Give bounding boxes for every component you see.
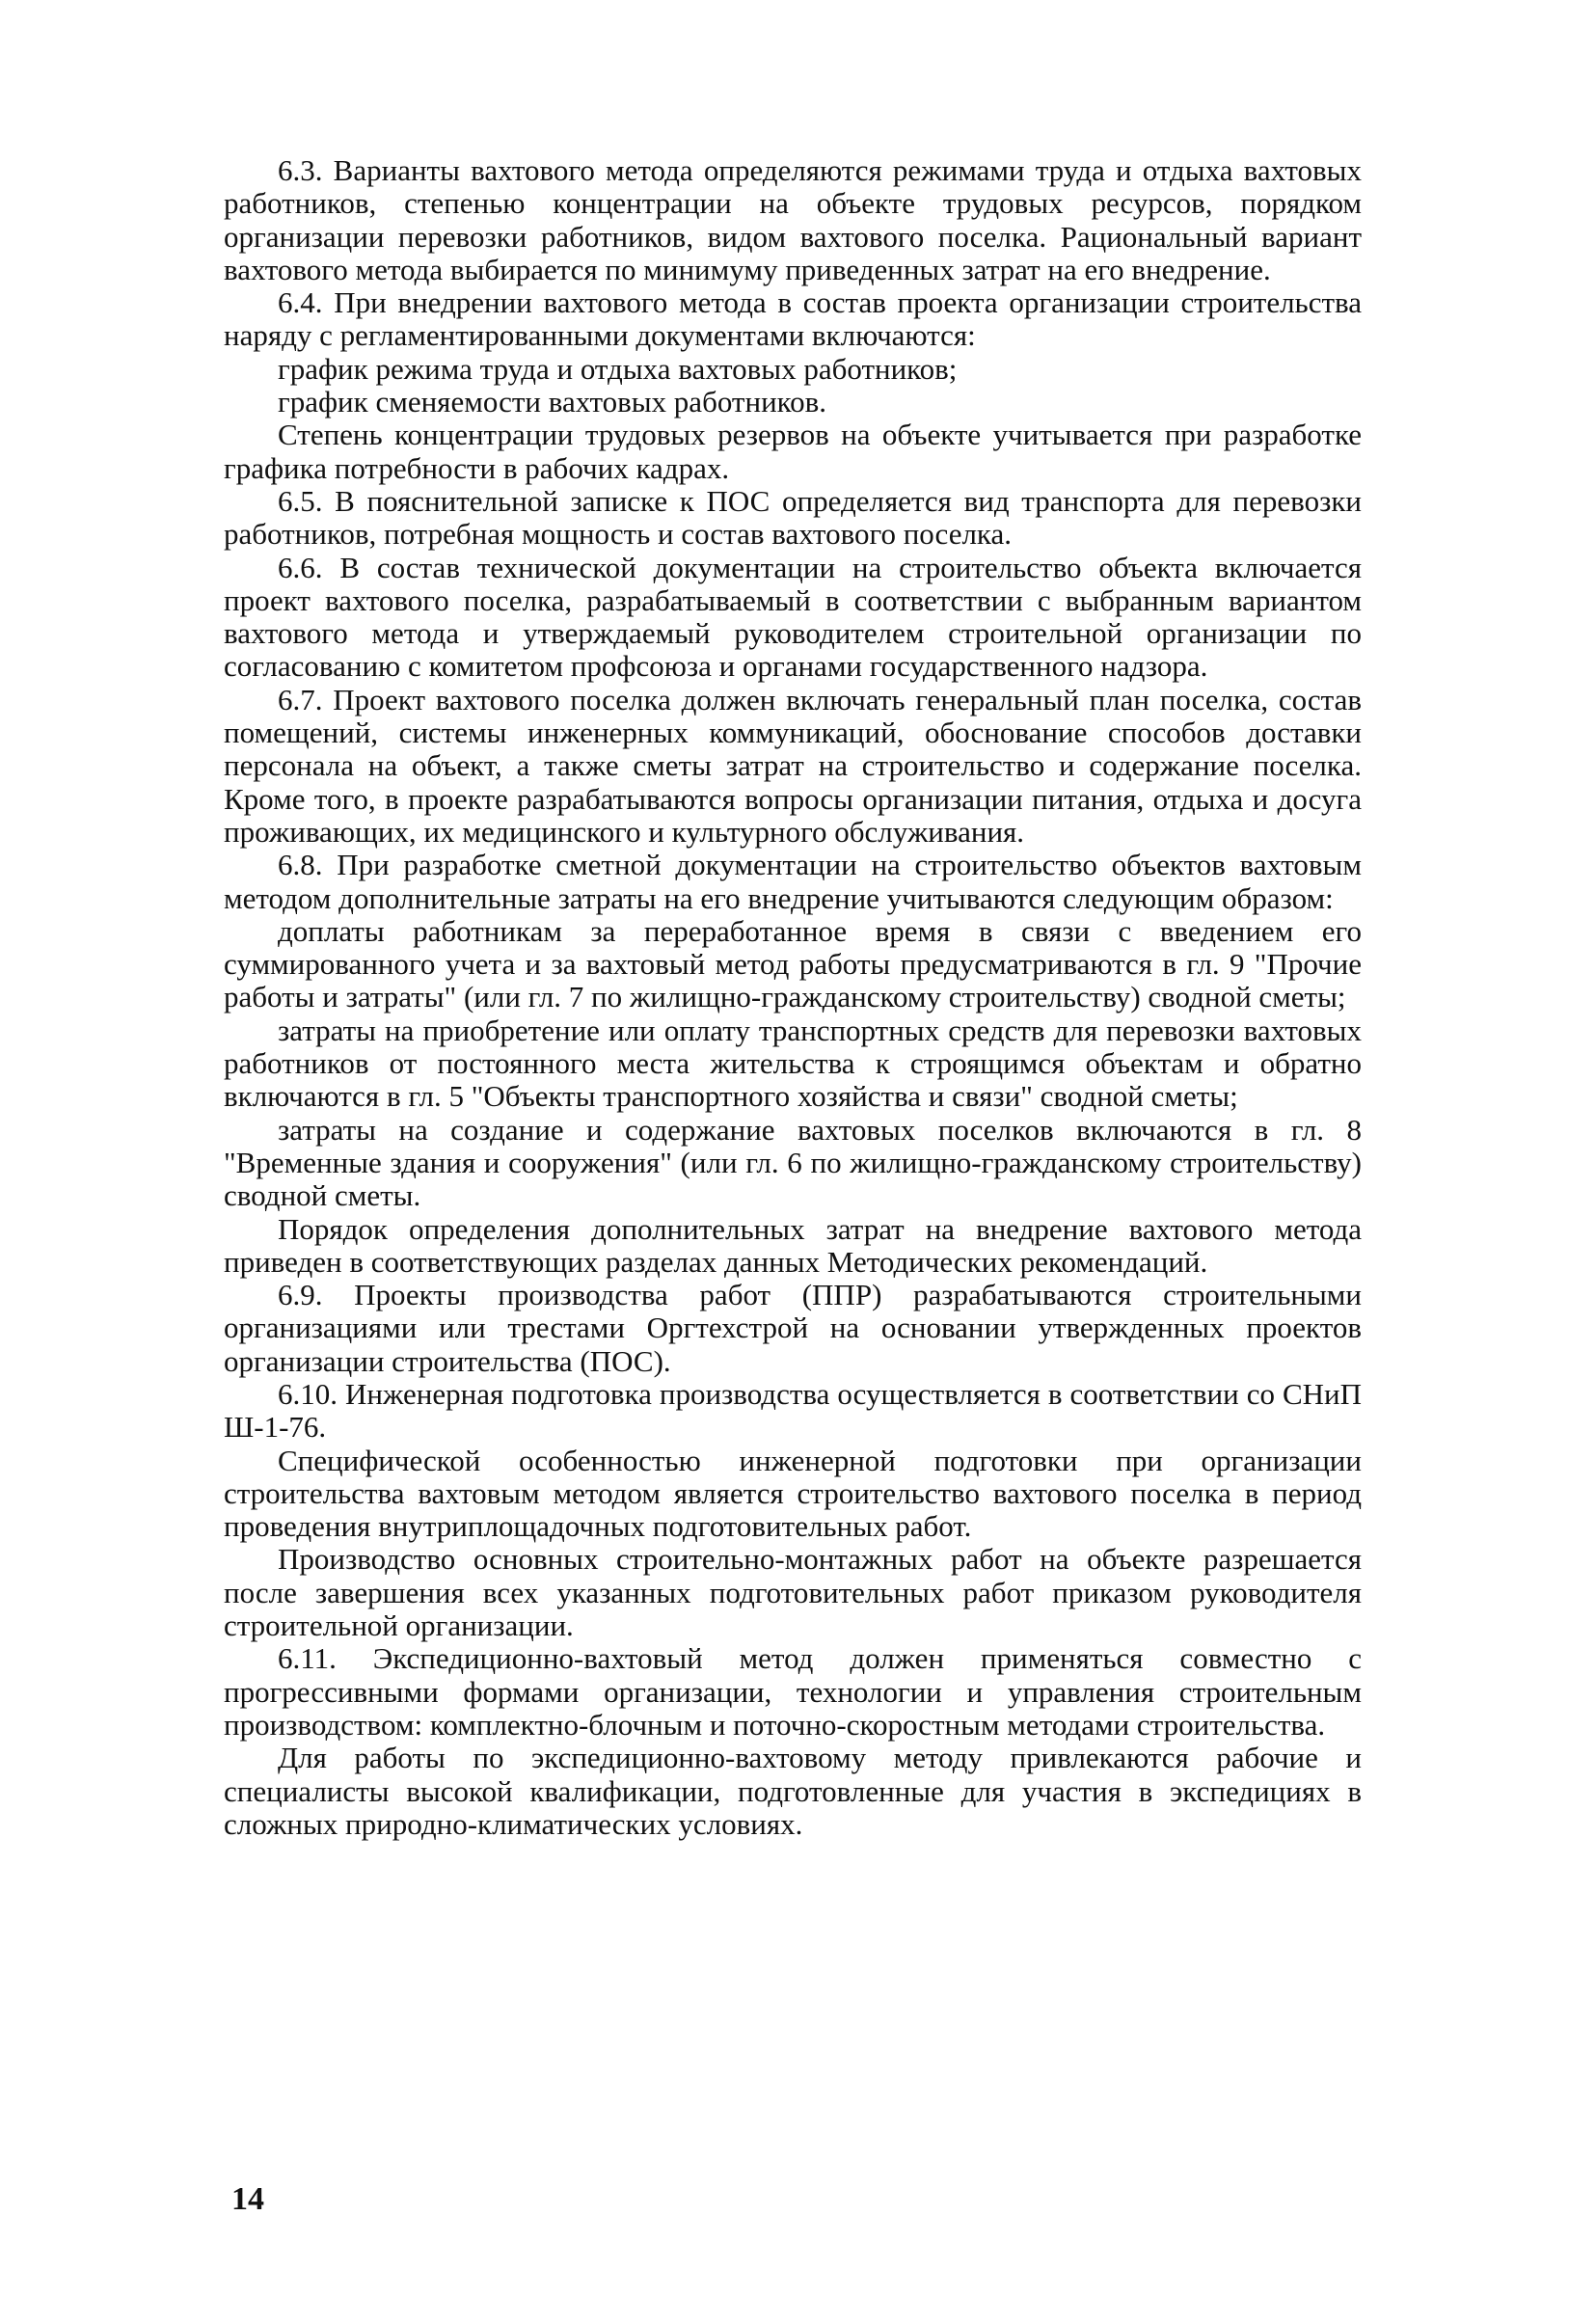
list-item-overtime-payments: доплаты работникам за переработанное время в связи с введением его суммированного учета и за вахтовый метод работы предусматриваются в гл. 9 "Прочие работы и затраты" (или гл. 7 по жилищно-гражданскому строительству) сводной сметы; (224, 913, 1362, 1014)
paragraph-main-works: Производство основных строительно-монтажных работ на объекте разрешается после завершения всех указанных подготовительных работ приказом руководителя строительной организации. (224, 1542, 1362, 1643)
paragraph-6-10: 6.10. Инженерная подготовка производства осуществляется в соответствии со СНиП Ш-1-76. (224, 1376, 1362, 1445)
paragraph-6-4: 6.4. При внедрении вахтового метода в состав проекта организации строительства наряду с регламентированными документами включаются: (224, 285, 1362, 353)
paragraph-cost-procedure: Порядок определения дополнительных затрат на внедрение вахтового метода приведен в соответствующих разделах данных Методических рекомендаций. (224, 1211, 1362, 1279)
list-item-transport-costs: затраты на приобретение или оплату транспортных средств для перевозки вахтовых работников от постоянного места жительства к строящимся объектам и обратно включаются в гл. 5 "Объекты транспортного хозяйства и связи" сводной сметы; (224, 1013, 1362, 1114)
list-item-work-rest-schedule: график режима труда и отдыха вахтовых работников; (278, 351, 958, 386)
paragraph-6-5: 6.5. В пояснительной записке к ПОС определяется вид транспорта для перевозки работников, потребная мощность и состав вахтового поселка. (224, 483, 1362, 552)
paragraph-6-3: 6.3. Варианты вахтового метода определяются режимами труда и отдыха вахтовых работников, степенью концентрации на объекте трудовых ресурсов, порядком организации перевозки работников, видом вахтового поселка. Рациональный вариант вахтового метода выбирается по минимуму приведенных затрат на его внедрение. (224, 153, 1362, 286)
paragraph-6-8: 6.8. При разработке сметной документации на строительство объектов вахтовым методом дополнительные затраты на его внедрение учитываются следующим образом: (224, 848, 1362, 915)
paragraph-engineering-specifics: Специфической особенностью инженерной подготовки при организации строительства вахтовым методом является строительство вахтового поселка в период проведения внутриплощадочных подготовительных работ. (224, 1443, 1362, 1544)
paragraph-expedition-staff: Для работы по экспедиционно-вахтовому методу привлекаются рабочие и специалисты высокой квалификации, подготовленные для участия в экспедициях в сложных природно-климатических условиях. (224, 1741, 1362, 1841)
paragraph-6-7: 6.7. Проект вахтового поселка должен включать генеральный план поселка, состав помещений, системы инженерных коммуникаций, обоснование способов доставки персонала на объект, а также сметы затрат на строительство и содержание поселка. Кроме того, в проекте разрабатываются вопросы организации питания, отдыха и досуга проживающих, их медицинского и культурного обслуживания. (224, 682, 1362, 849)
list-item-settlement-costs: затраты на создание и содержание вахтовых поселков включаются в гл. 8 "Временные здания и сооружения" (или гл. 6 по жилищно-гражданскому строительству) сводной сметы. (224, 1112, 1362, 1213)
list-item-shift-schedule: график сменяемости вахтовых работников. (278, 385, 827, 419)
paragraph-6-11: 6.11. Экспедиционно-вахтовый метод должен применяться совместно с прогрессивными формами организации, технологии и управления строительным производством: комплектно-блочным и поточно-скоростным методами строительства. (224, 1641, 1362, 1742)
paragraph-6-9: 6.9. Проекты производства работ (ППР) разрабатываются строительными организациями или трестами Оргтехстрой на основании утвержденных проектов организации строительства (ПОС). (224, 1278, 1362, 1378)
paragraph-labor-concentration: Степень концентрации трудовых резервов на объекте учитывается при разработке графика потребности в рабочих кадрах. (224, 418, 1362, 485)
page-number: 14 (231, 2181, 264, 2217)
document-page (224, 154, 1362, 1841)
paragraph-6-6: 6.6. В состав технической документации на строительство объекта включается проект вахтового поселка, разрабатываемый в соответствии с выбранным вариантом вахтового метода и утверждаемый руководителем строительной организации по согласованию с комитетом профсоюза и органами государственного надзора. (224, 550, 1362, 684)
